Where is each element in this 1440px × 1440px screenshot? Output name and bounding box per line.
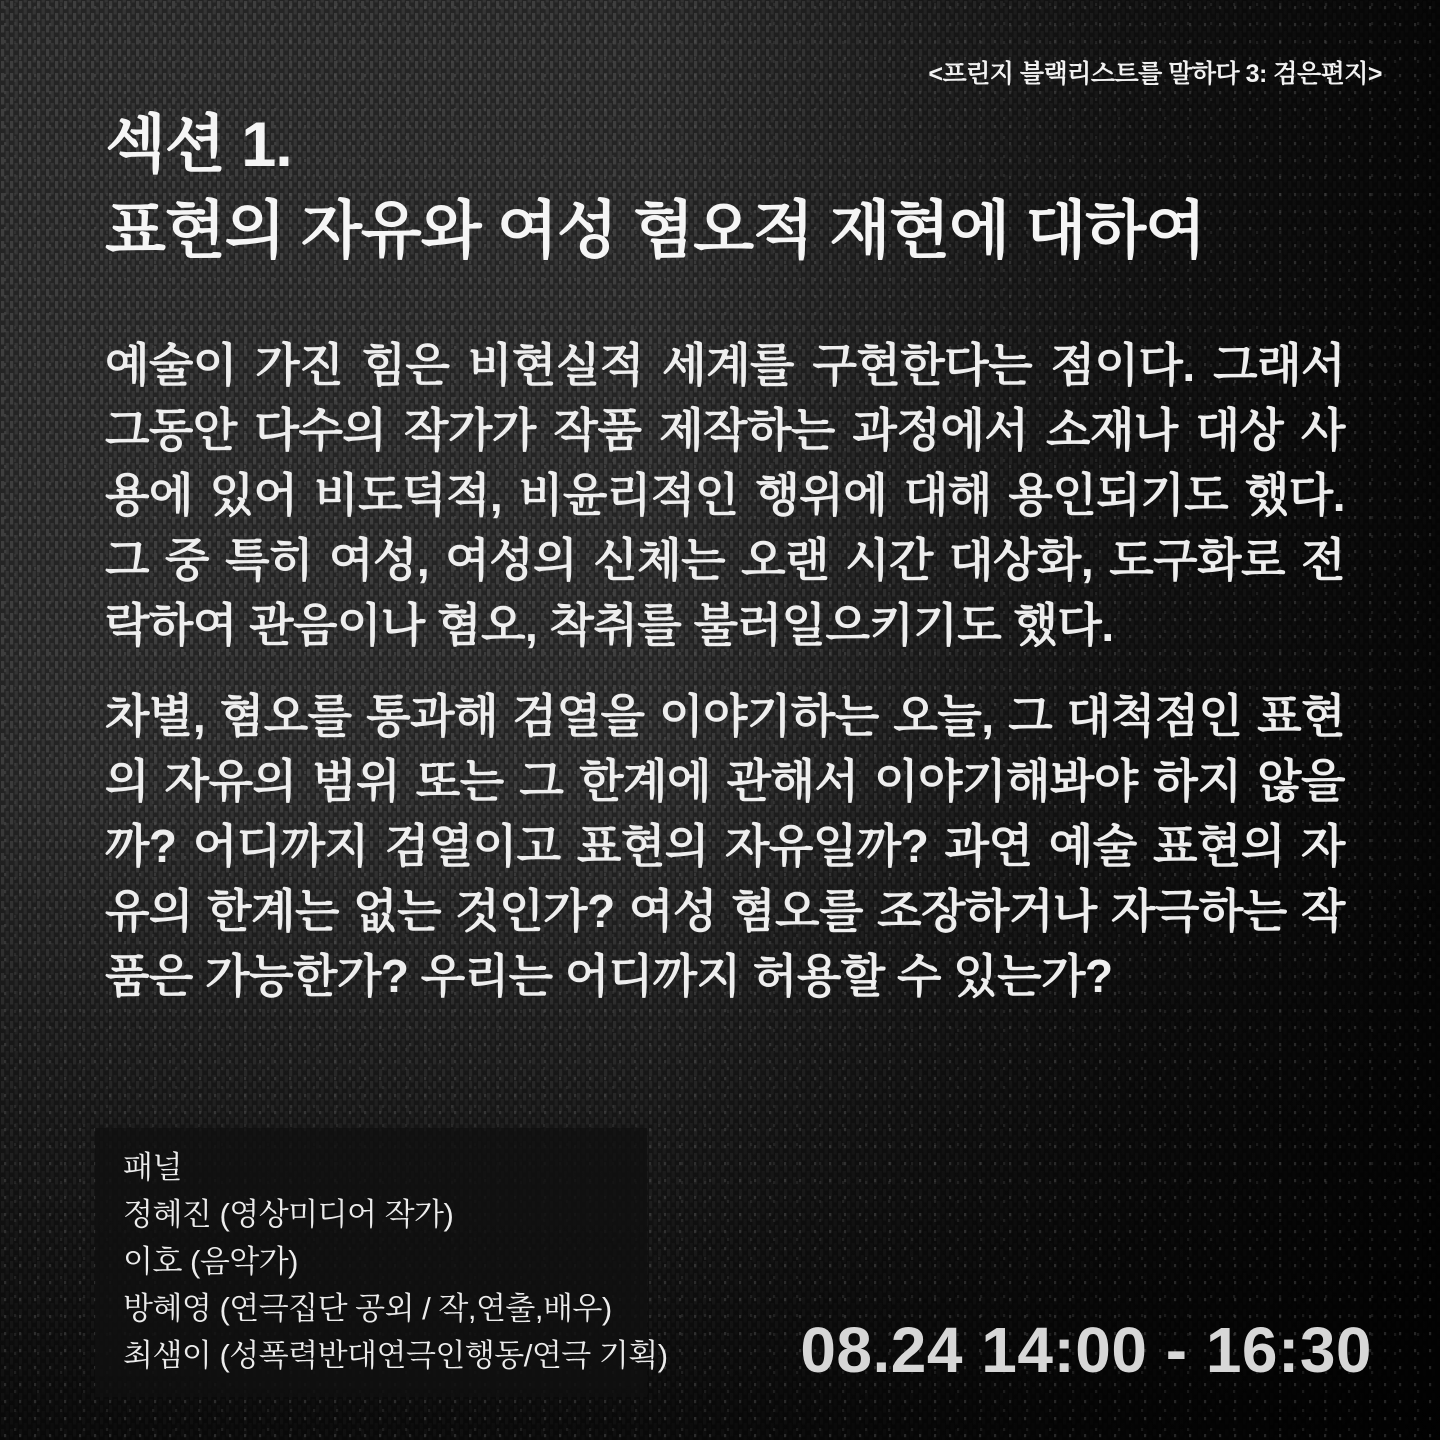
title-line-2: 표현의 자유와 여성 혐오적 재현에 대하여	[105, 196, 1206, 266]
schedule-datetime: 08.24 14:00 - 16:30	[800, 1314, 1372, 1386]
title-line-1: 섹션 1.	[105, 110, 292, 180]
panel-member: 이호 (음악가)	[123, 1244, 298, 1279]
panel-member: 방혜영 (연극집단 공외 / 작,연출,배우)	[123, 1291, 612, 1326]
panel-box	[95, 1128, 668, 1397]
page-title	[105, 102, 1345, 274]
discussion-questions-paragraph: 차별, 혐오를 통과해 검열을 이야기하는 오늘, 그 대척점인 표현의 자유의 범위 또는 그 한계에 관해서 이야기해봐야 하지 않을까? 어디까지 검열이고 표현의 자유일까? 과연 예술 표현의 자유의 한계는 없는 것인가? 여성 혐오를 조장하거나 자극하는 작품은 가능한가? 우리는 어디까지 허용할 수 있는가?	[105, 690, 1345, 1002]
event-series-tag: <프린지 블랙리스트를 말하다 3: 검은편지>	[928, 60, 1382, 88]
panel-heading: 패널	[123, 1150, 182, 1185]
intro-paragraph: 예술이 가진 힘은 비현실적 세계를 구현한다는 점이다. 그래서 그동안 다수의 작가가 작품 제작하는 과정에서 소재나 대상 사용에 있어 비도덕적, 비윤리적인 행위에 대해 용인되기도 했다. 그 중 특히 여성, 여성의 신체는 오랜 시간 대상화, 도구화로 전락하여 관음이나 혐오, 착취를 불러일으키기도 했다.	[105, 339, 1345, 651]
panel-member: 최샘이 (성폭력반대연극인행동/연극 기획)	[123, 1338, 668, 1373]
panel-member: 정혜진 (영상미디어 작가)	[123, 1197, 454, 1232]
